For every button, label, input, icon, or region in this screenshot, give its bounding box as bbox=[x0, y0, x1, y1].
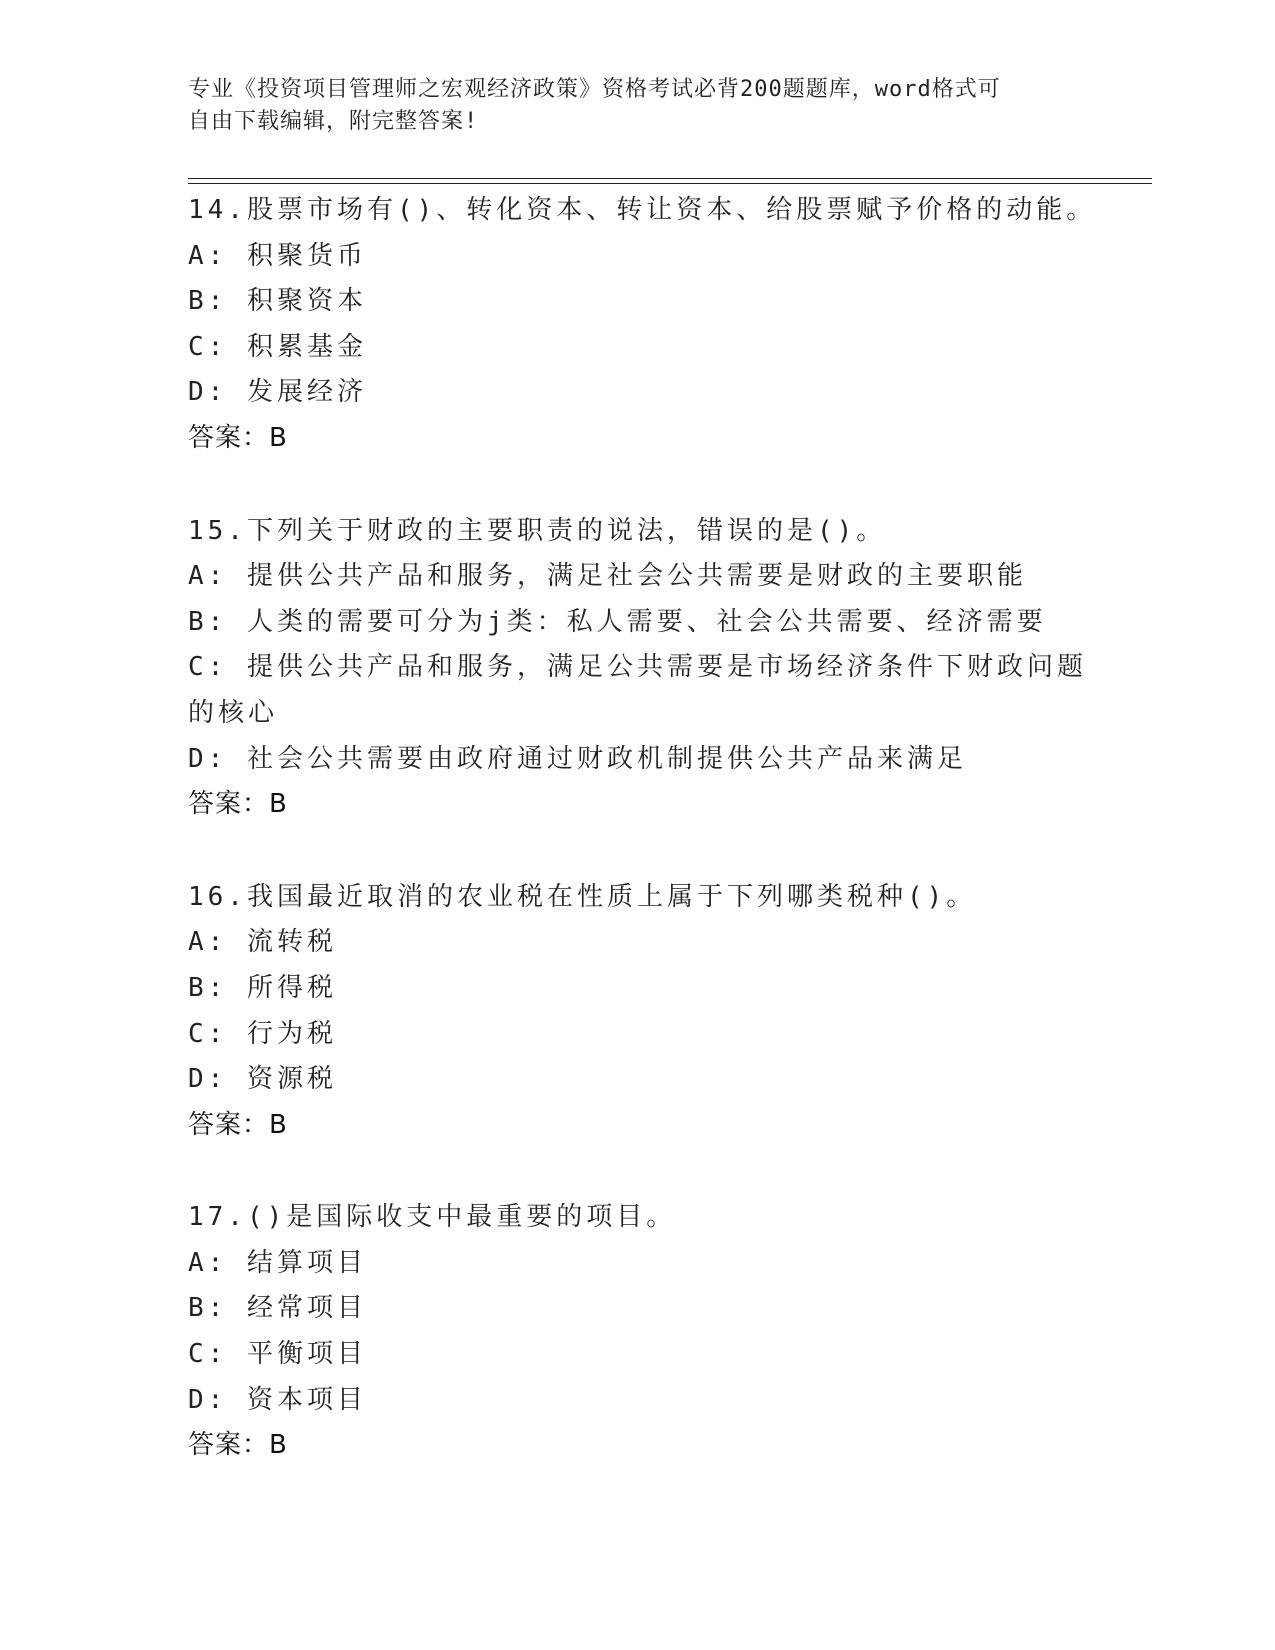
question-stem: 15.下列关于财政的主要职责的说法，错误的是()。 bbox=[188, 515, 887, 546]
question-17 bbox=[188, 1195, 1088, 1469]
question-stem: 17.()是国际收支中最重要的项目。 bbox=[188, 1202, 677, 1233]
answer-text: 答案：B bbox=[188, 789, 288, 820]
option-a: A: 流转税 bbox=[188, 927, 337, 958]
option-a: A: 结算项目 bbox=[188, 1247, 367, 1278]
option-c: C: 行为税 bbox=[188, 1018, 337, 1049]
option-b: B: 经常项目 bbox=[188, 1293, 367, 1324]
option-c: C: 提供公共产品和服务，满足公共需要是市场经济条件下财政问题的核心 bbox=[188, 652, 1087, 728]
option-a: A: 提供公共产品和服务，满足社会公共需要是财政的主要职能 bbox=[188, 561, 1027, 592]
header-title-line-1: 专业《投资项目管理师之宏观经济政策》资格考试必背200题题库，word格式可 bbox=[188, 77, 1001, 102]
answer-text: 答案：B bbox=[188, 1430, 288, 1461]
header-divider-bottom bbox=[188, 183, 1152, 184]
question-14 bbox=[188, 188, 1097, 462]
option-b: B: 积聚资本 bbox=[188, 286, 367, 317]
question-15 bbox=[188, 509, 1088, 828]
option-c: C: 平衡项目 bbox=[188, 1339, 367, 1370]
document-header bbox=[188, 74, 1068, 138]
option-d: D: 资源税 bbox=[188, 1064, 337, 1095]
option-d: D: 资本项目 bbox=[188, 1384, 367, 1415]
option-d: D: 发展经济 bbox=[188, 377, 367, 408]
option-b: B: 人类的需要可分为j类：私人需要、社会公共需要、经济需要 bbox=[188, 606, 1047, 637]
question-stem: 14.股票市场有()、转化资本、转让资本、给股票赋予价格的动能。 bbox=[188, 195, 1097, 225]
option-d: D: 社会公共需要由政府通过财政机制提供公共产品来满足 bbox=[188, 743, 967, 774]
header-divider-top bbox=[188, 178, 1152, 179]
option-a: A: 积聚货币 bbox=[188, 240, 367, 271]
question-stem: 16.我国最近取消的农业税在性质上属于下列哪类税种()。 bbox=[188, 881, 977, 912]
answer-text: 答案：B bbox=[188, 1109, 288, 1140]
header-title-line-2: 自由下载编辑，附完整答案! bbox=[188, 109, 479, 134]
question-list bbox=[188, 188, 1097, 1516]
answer-text: 答案：B bbox=[188, 422, 288, 453]
question-16 bbox=[188, 875, 1088, 1149]
option-b: B: 所得税 bbox=[188, 972, 337, 1003]
option-c: C: 积累基金 bbox=[188, 331, 367, 362]
